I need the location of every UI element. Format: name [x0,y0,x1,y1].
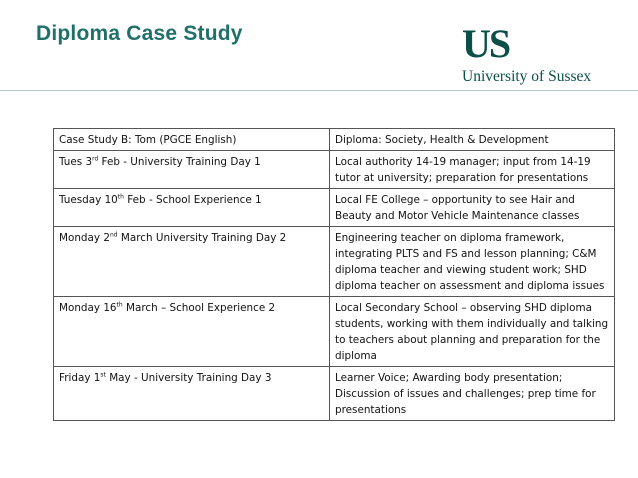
table-row [54,151,615,189]
logo-text: University of Sussex [462,68,592,85]
logo-mark: US [462,21,510,66]
page-title: Diploma Case Study [36,22,243,45]
table-row [54,129,615,151]
cell-text: May - University Training Day 3 [105,372,272,384]
table-cell-activity: Diploma: Society, Health & Development [330,129,615,151]
table-cell-activity: Local Secondary School – observing SHD diploma students, working with them individually and talking to teachers about planning and preparation for the diploma [330,297,615,367]
cell-text: Monday 16 [59,302,117,314]
table-cell-schedule [54,189,330,227]
ordinal-suffix: nd [109,231,118,239]
table-cell-schedule [54,227,330,297]
cell-text: March University Training Day 2 [117,232,287,244]
case-study-table [53,128,615,421]
ordinal-suffix: th [117,193,124,201]
ordinal-suffix: rd [92,155,99,163]
table-row [54,367,615,421]
table-row [54,297,615,367]
cell-text: Feb - University Training Day 1 [98,156,261,168]
header-divider [0,90,638,91]
table-cell-activity: Local FE College – opportunity to see Hair and Beauty and Motor Vehicle Maintenance classes [330,189,615,227]
cell-text: Tues 3 [59,156,93,168]
cell-text: Tuesday 10 [59,194,118,206]
university-logo [462,21,612,88]
table-cell-schedule [54,129,330,151]
cell-text: March – School Experience 2 [122,302,276,314]
cell-text: Monday 2 [59,232,110,244]
cell-text: Case Study B: Tom (PGCE English) [59,134,237,146]
table-cell-activity: Engineering teacher on diploma framework, integrating PLTS and FS and lesson planning; C&M diploma teacher and viewing student work; SHD diploma teacher on assessment and diploma issues [330,227,615,297]
ordinal-suffix: th [116,301,123,309]
cell-text: Friday 1 [59,372,101,384]
table-cell-schedule [54,297,330,367]
ordinal-suffix: st [100,371,106,379]
table-row [54,227,615,297]
table-row [54,189,615,227]
cell-text: Feb - School Experience 1 [123,194,262,206]
table-cell-schedule [54,151,330,189]
table-cell-activity: Learner Voice; Awarding body presentation; Discussion of issues and challenges; prep time for presentations [330,367,615,421]
table-cell-schedule [54,367,330,421]
table-cell-activity: Local authority 14-19 manager; input from 14-19 tutor at university; preparation for presentations [330,151,615,189]
